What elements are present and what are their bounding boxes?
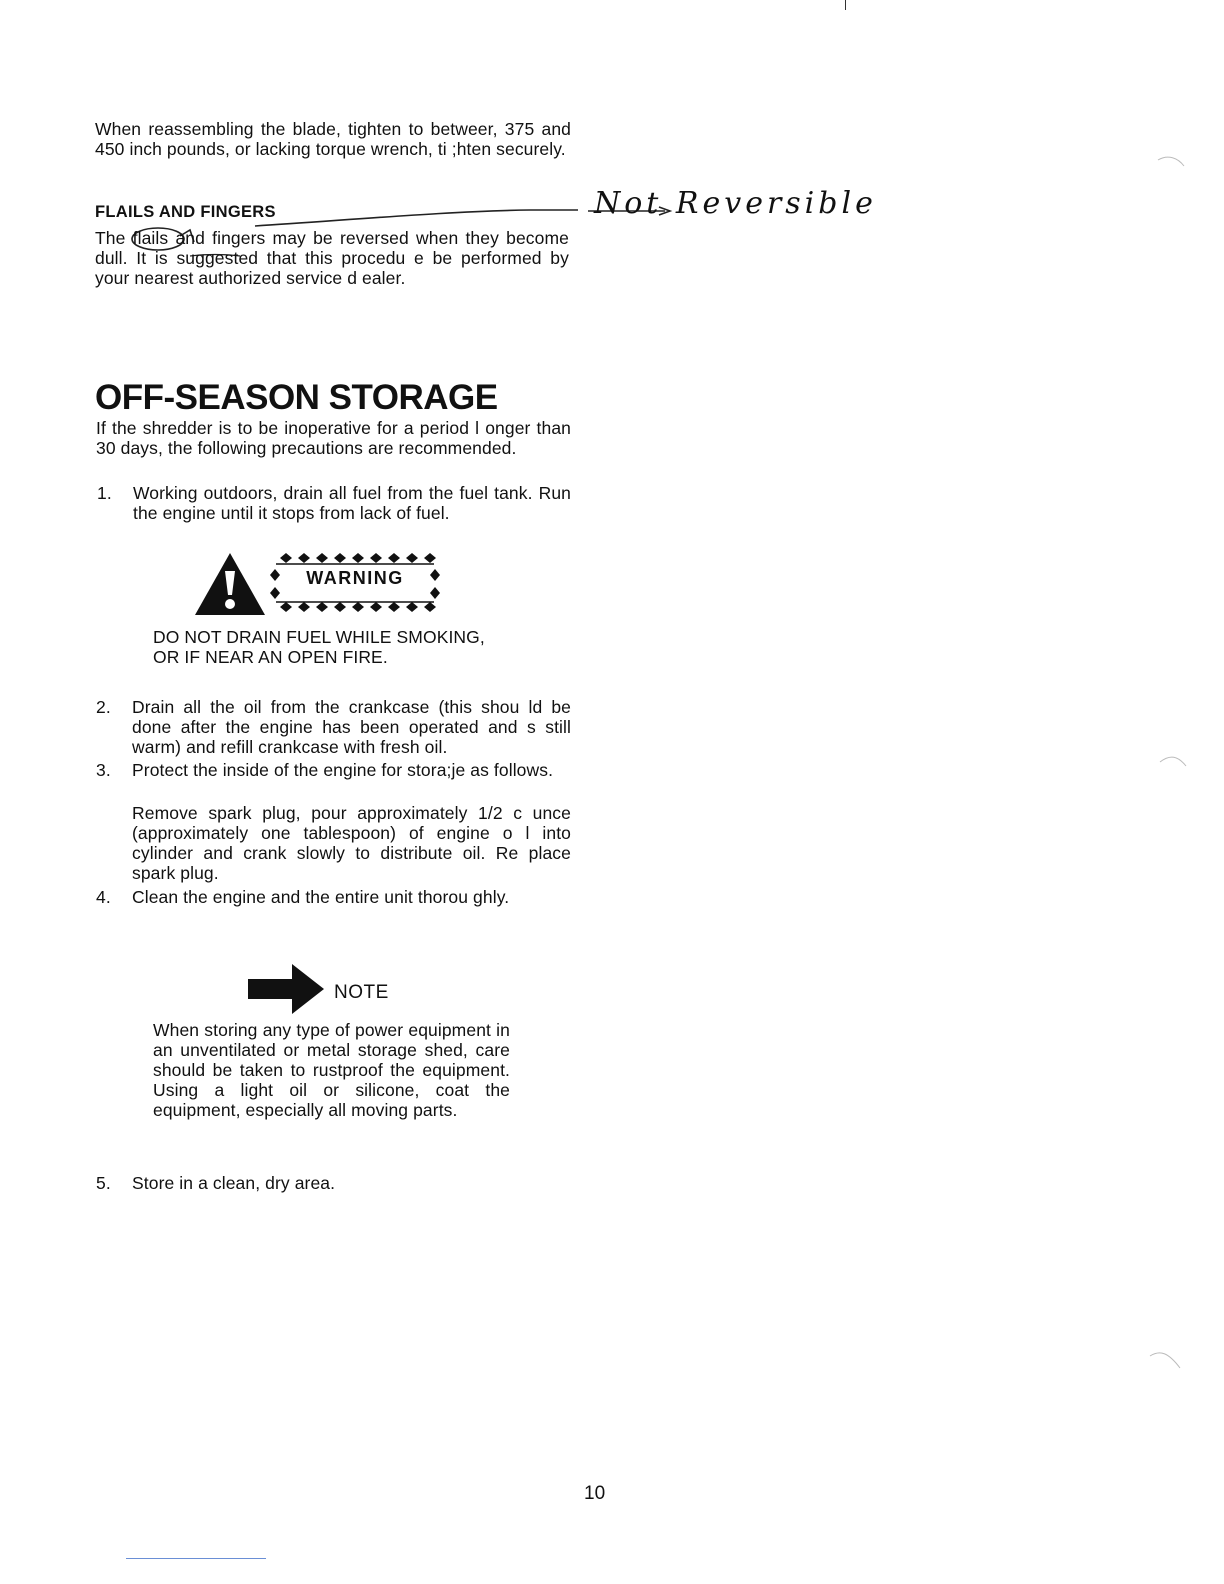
scan-line-bottom xyxy=(126,1558,266,1559)
page-number: 10 xyxy=(584,1483,606,1504)
list-item-text: Store in a clean, dry area. xyxy=(132,1173,336,1193)
list-item-3-detail xyxy=(96,803,571,885)
warning-label: WARNING xyxy=(306,568,404,588)
note-text: When storing any type of power equipment in an unventilated or metal storage shed, care should be taken to rustproof the equipment. Using a light oil or silicone, coat the equipment, especially all moving parts. xyxy=(153,1020,510,1120)
list-item-1 xyxy=(97,483,571,525)
list-item-number: 1. xyxy=(97,483,112,503)
list-item-number: 3. xyxy=(96,760,111,780)
blade-paragraph: When reassembling the blade, tighten to betweer, 375 and 450 inch pounds, or lacking torque wrench, ti ;hten securely. xyxy=(95,119,571,159)
scan-edge-marks xyxy=(1120,150,1220,1390)
list-item-2 xyxy=(96,697,571,759)
warning-triangle-icon xyxy=(193,551,267,617)
list-item-3 xyxy=(96,760,571,802)
note-arrow-icon xyxy=(246,962,326,1016)
section-heading: OFF-SEASON STORAGE xyxy=(95,378,498,417)
list-item-5 xyxy=(96,1173,571,1195)
list-item-number: 4. xyxy=(96,887,111,907)
warning-text-line-2: OR IF NEAR AN OPEN FIRE. xyxy=(153,647,388,667)
list-item-text: Clean the engine and the entire unit thorou ghly. xyxy=(132,887,510,907)
list-item-text: Protect the inside of the engine for stora;je as follows. xyxy=(132,760,554,780)
storage-intro: If the shredder is to be inoperative for a period l onger than 30 days, the following precautions are recommended. xyxy=(96,418,571,458)
handwritten-note: Not Reversible xyxy=(594,186,877,221)
flails-paragraph: The flails and fingers may be reversed when they become dull. It is suggested that this procedu e be performed by your nearest authorized service d ealer. xyxy=(95,228,569,288)
note-label: NOTE xyxy=(334,982,389,1003)
list-item-number: 5. xyxy=(96,1173,111,1193)
list-item-number: 2. xyxy=(96,697,111,717)
flails-heading: FLAILS AND FINGERS xyxy=(95,203,276,221)
scan-mark-top xyxy=(845,0,846,10)
list-item-text: Working outdoors, drain all fuel from the fuel tank. Run the engine until it stops from lack of fuel. xyxy=(133,483,571,523)
warning-text-line-1: DO NOT DRAIN FUEL WHILE SMOKING, xyxy=(153,627,485,647)
list-item-4 xyxy=(96,887,571,909)
list-item-text: Drain all the oil from the crankcase (this shou ld be done after the engine has been operated and s still warm) and refill crankcase with fresh oil. xyxy=(132,697,571,757)
list-item-text: Remove spark plug, pour approximately 1/2 c unce (approximately one tablespoon) of engine o l into cylinder and crank slowly to distribute oil. Re place spark plug. xyxy=(132,803,571,883)
